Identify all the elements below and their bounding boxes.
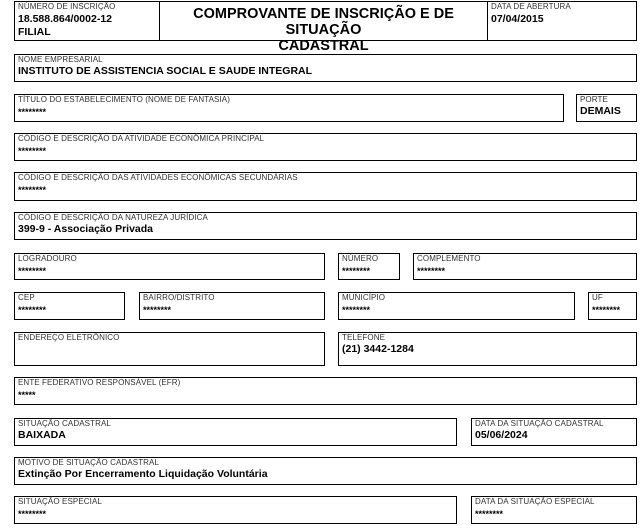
telefone-box: [338, 332, 637, 366]
motivo-situacao-value: Extinção Por Encerramento Liquidação Voluntária: [18, 468, 268, 480]
atividade-principal-value: ********: [18, 146, 47, 156]
atividades-secundarias-value: ********: [18, 185, 47, 195]
data-situacao-especial-value: ********: [475, 509, 504, 519]
logradouro-value: ********: [18, 266, 47, 276]
telefone-value: (21) 3442-1284: [342, 343, 414, 355]
page-title: [160, 6, 487, 54]
situacao-cadastral-box: [14, 418, 457, 446]
page-title-line1: COMPROVANTE DE INSCRIÇÃO E DE SITUAÇÃO: [193, 6, 454, 38]
cep-label: CEP: [18, 293, 35, 302]
title-box: [159, 1, 488, 54]
complemento-label: COMPLEMENTO: [417, 254, 481, 263]
logradouro-box: [14, 253, 325, 280]
bairro-box: [139, 292, 325, 320]
titulo-estabelecimento-box: [14, 94, 564, 122]
municipio-box: [338, 292, 575, 320]
situacao-cadastral-value: BAIXADA: [18, 429, 66, 441]
numero-inscricao-box: [14, 1, 160, 41]
natureza-juridica-box: [14, 212, 637, 240]
data-abertura-label: DATA DE ABERTURA: [491, 2, 571, 11]
nome-empresarial-box: [14, 54, 637, 82]
porte-box: [576, 94, 637, 122]
cep-box: [14, 292, 125, 320]
atividade-principal-box: [14, 133, 637, 161]
complemento-value: ********: [417, 266, 446, 276]
municipio-label: MUNICÍPIO: [342, 293, 386, 302]
numero-box: [338, 253, 400, 280]
nome-empresarial-label: NOME EMPRESARIAL: [18, 55, 103, 64]
porte-value: DEMAIS: [580, 105, 621, 117]
endereco-eletronico-box: [14, 332, 325, 366]
nome-empresarial-value: INSTITUTO DE ASSISTENCIA SOCIAL E SAUDE INTEGRAL: [18, 65, 313, 77]
natureza-juridica-value: 399-9 - Associação Privada: [18, 223, 154, 235]
data-situacao-especial-box: [471, 496, 637, 524]
natureza-juridica-label: CÓDIGO E DESCRIÇÃO DA NATUREZA JURÍDICA: [18, 213, 208, 222]
cep-value: ********: [18, 305, 47, 315]
titulo-estabelecimento-value: ********: [18, 107, 47, 117]
data-situacao-cadastral-label: DATA DA SITUAÇÃO CADASTRAL: [475, 419, 604, 428]
efr-label: ENTE FEDERATIVO RESPONSÁVEL (EFR): [18, 378, 181, 387]
data-abertura-box: [487, 1, 637, 41]
data-situacao-cadastral-value: 05/06/2024: [475, 429, 528, 441]
bairro-value: ********: [143, 305, 172, 315]
inscricao-tipo: FILIAL: [18, 26, 51, 38]
situacao-cadastral-label: SITUAÇÃO CADASTRAL: [18, 419, 111, 428]
motivo-situacao-box: [14, 457, 637, 485]
telefone-label: TELEFONE: [342, 333, 386, 342]
efr-value: *****: [18, 390, 36, 400]
data-abertura-value: 07/04/2015: [491, 13, 544, 25]
atividades-secundarias-label: CÓDIGO E DESCRIÇÃO DAS ATIVIDADES ECONÔMICAS SECUNDÁRIAS: [18, 173, 298, 182]
data-situacao-especial-label: DATA DA SITUAÇÃO ESPECIAL: [475, 497, 595, 506]
uf-box: [588, 292, 637, 320]
situacao-especial-box: [14, 496, 457, 524]
numero-inscricao-value: 18.588.864/0002-12: [18, 13, 113, 25]
municipio-value: ********: [342, 305, 371, 315]
efr-box: [14, 377, 637, 405]
numero-value: ********: [342, 266, 371, 276]
complemento-box: [413, 253, 637, 280]
numero-label: NÚMERO: [342, 254, 379, 263]
endereco-eletronico-label: ENDEREÇO ELETRÔNICO: [18, 333, 120, 342]
bairro-label: BAIRRO/DISTRITO: [143, 293, 215, 302]
motivo-situacao-label: MOTIVO DE SITUAÇÃO CADASTRAL: [18, 458, 160, 467]
titulo-estabelecimento-label: TÍTULO DO ESTABELECIMENTO (NOME DE FANTASIA): [18, 95, 230, 104]
porte-label: PORTE: [580, 95, 608, 104]
situacao-especial-value: ********: [18, 509, 47, 519]
numero-inscricao-label: NÚMERO DE INSCRIÇÃO: [18, 2, 116, 11]
atividades-secundarias-box: [14, 172, 637, 201]
uf-label: UF: [592, 293, 603, 302]
data-situacao-cadastral-box: [471, 418, 637, 446]
logradouro-label: LOGRADOURO: [18, 254, 77, 263]
uf-value: ********: [592, 305, 621, 315]
situacao-especial-label: SITUAÇÃO ESPECIAL: [18, 497, 102, 506]
page-title-line2: CADASTRAL: [278, 38, 369, 54]
atividade-principal-label: CÓDIGO E DESCRIÇÃO DA ATIVIDADE ECONÔMICA PRINCIPAL: [18, 134, 265, 143]
